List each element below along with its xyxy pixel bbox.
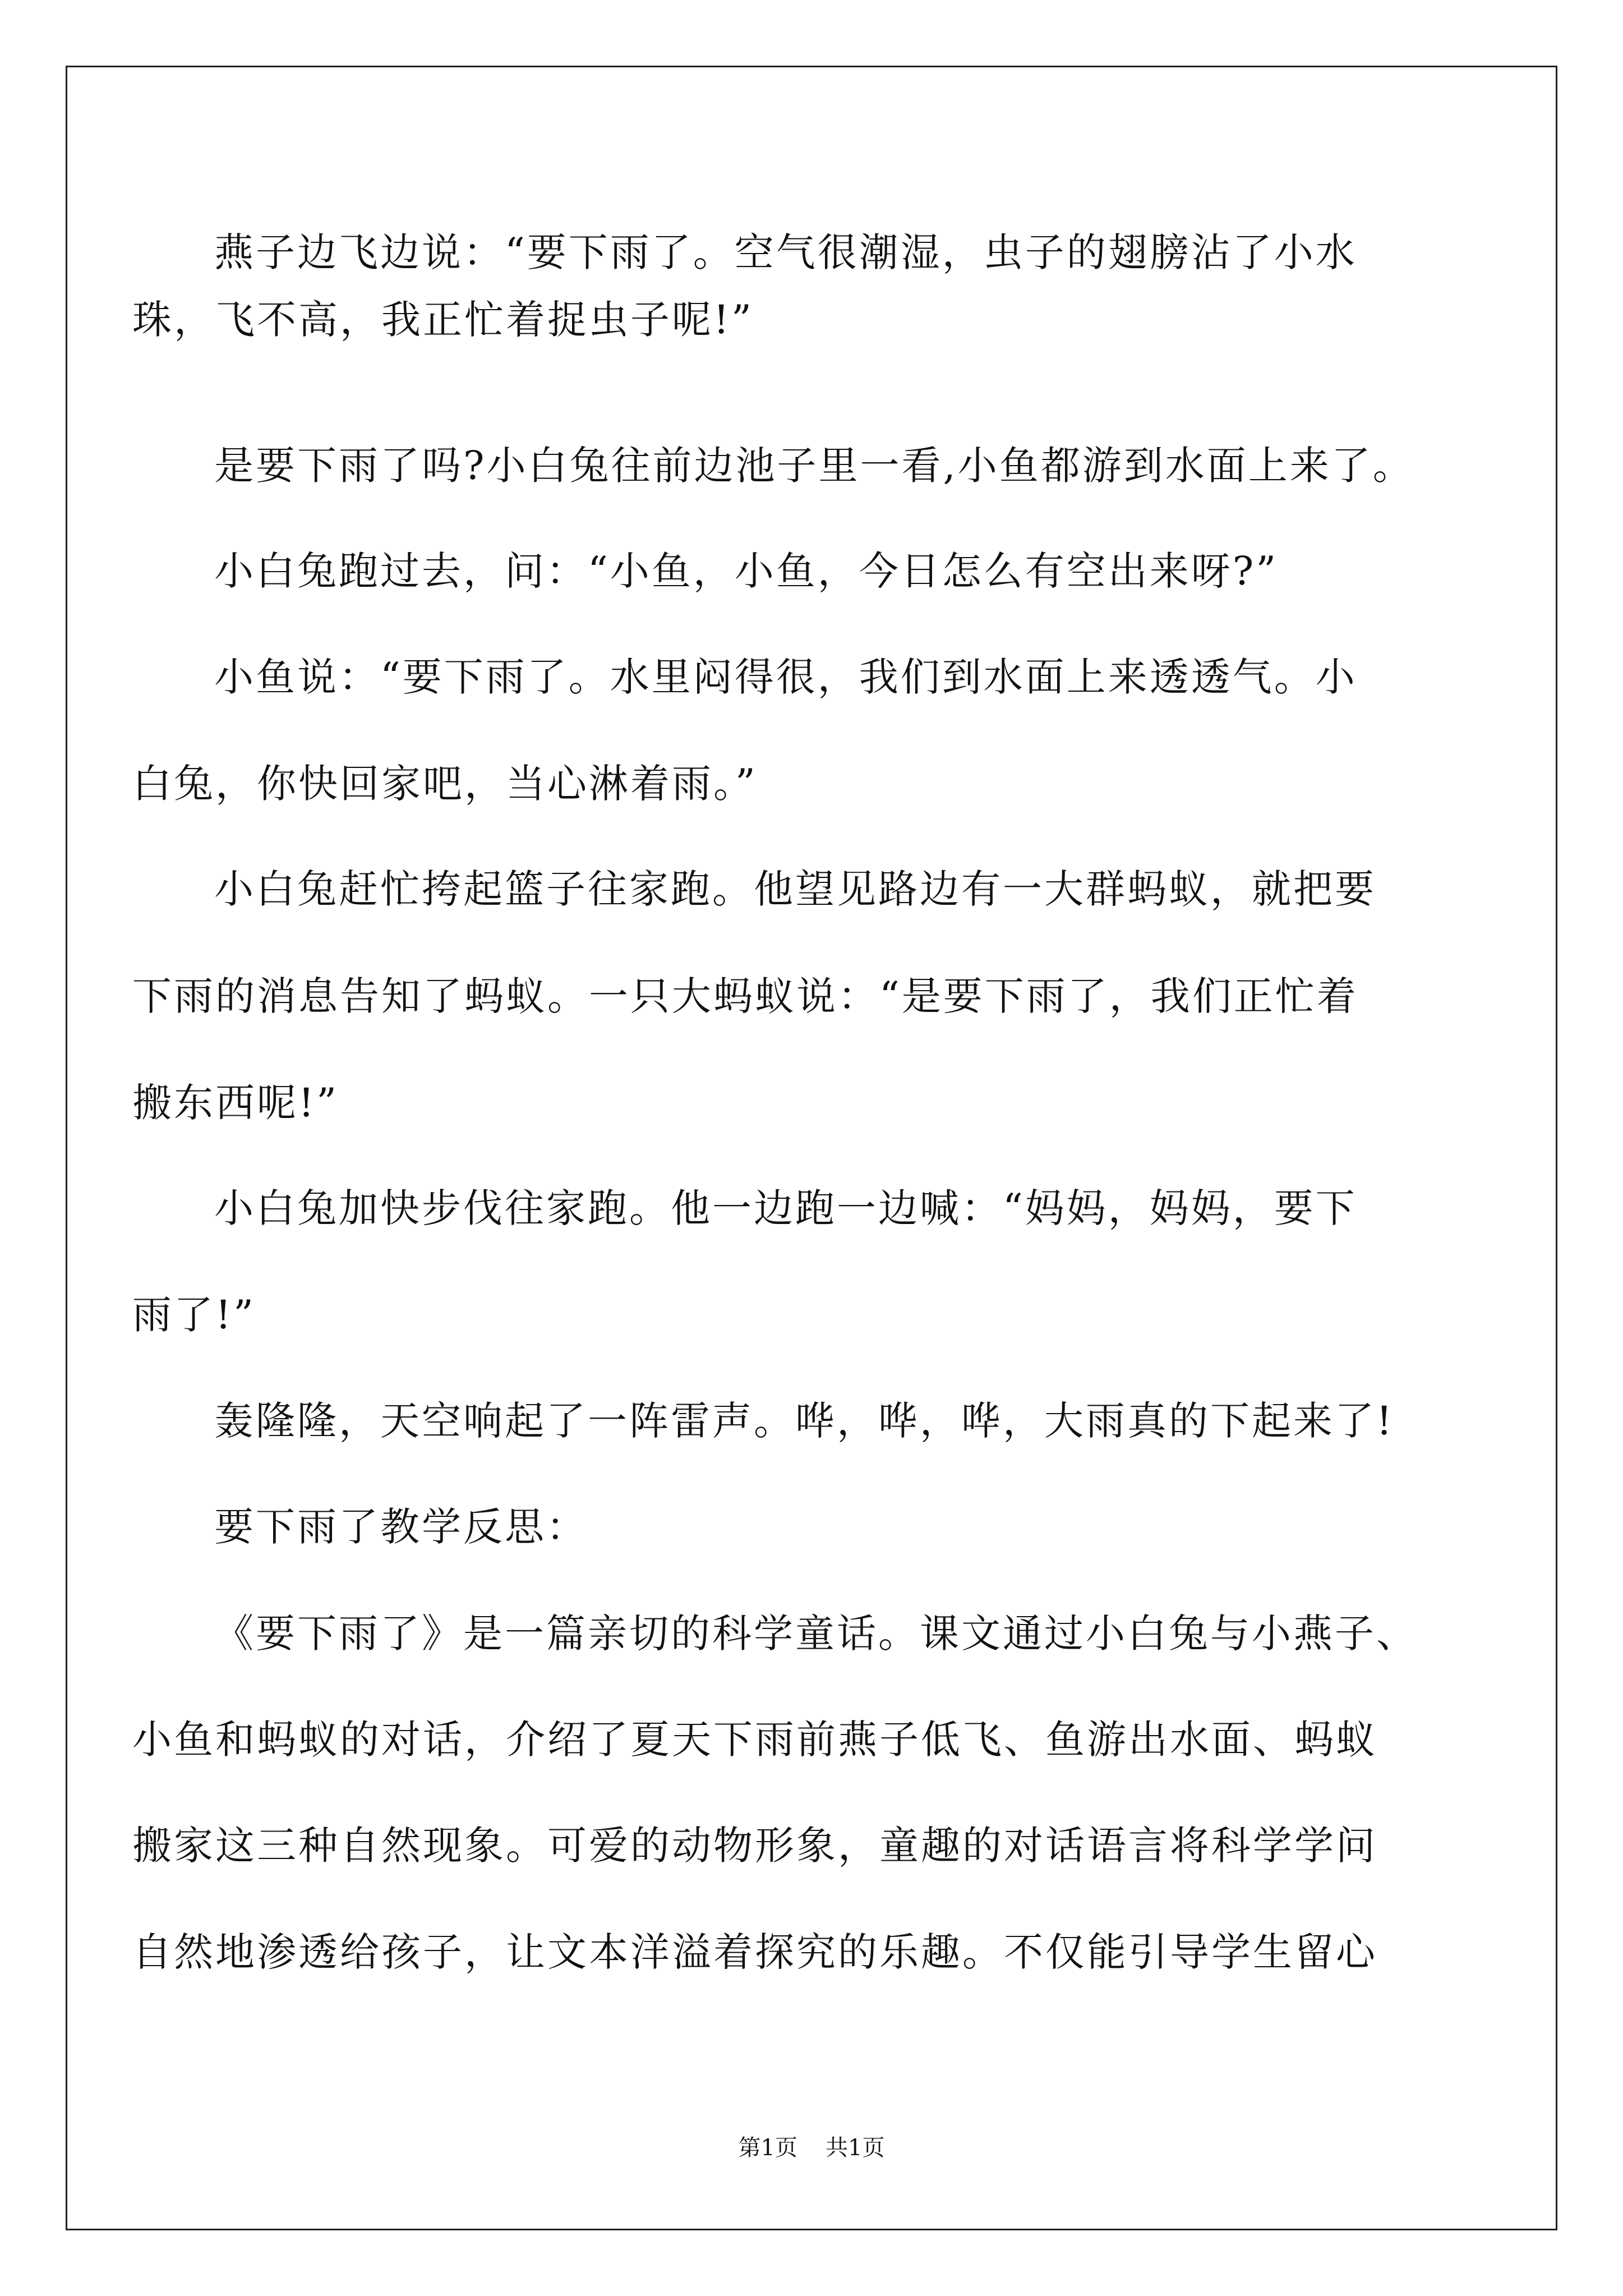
text-line: 雨了!” <box>132 1292 256 1338</box>
page-total: 共1页 <box>826 2135 885 2161</box>
text-line: 是要下雨了吗?小白兔往前边池子里一看,小鱼都游到水面上来了。 <box>214 443 1414 489</box>
text-line: 搬家这三种自然现象。可爱的动物形象，童趣的对话语言将科学学问 <box>132 1823 1377 1869</box>
text-line: 小鱼说：“要下雨了。水里闷得很，我们到水面上来透透气。小 <box>214 654 1357 700</box>
page-border <box>66 66 1557 2230</box>
text-line: 小鱼和蚂蚁的对话，介绍了夏天下雨前燕子低飞、鱼游出水面、蚂蚁 <box>132 1717 1377 1763</box>
page-footer <box>0 2137 1623 2159</box>
text-line: 《要下雨了》是一篇亲切的科学童话。课文通过小白兔与小燕子、 <box>214 1611 1418 1657</box>
text-line: 搬东西呢!” <box>132 1080 339 1126</box>
section-heading: 要下雨了教学反思： <box>214 1504 588 1550</box>
text-line: 小白兔跑过去，问：“小鱼，小鱼，今日怎么有空出来呀?” <box>214 548 1279 594</box>
text-line: 小白兔赶忙挎起篮子往家跑。他望见路边有一大群蚂蚁，就把要 <box>214 866 1376 912</box>
text-line: 轰隆隆，天空响起了一阵雷声。哗，哗，哗，大雨真的下起来了! <box>214 1398 1395 1444</box>
text-line: 燕子边飞边说：“要下雨了。空气很潮湿，虫子的翅膀沾了小水 <box>214 229 1357 275</box>
text-line: 自然地渗透给孩子，让文本洋溢着探究的乐趣。不仅能引导学生留心 <box>132 1929 1377 1975</box>
text-line: 下雨的消息告知了蚂蚁。一只大蚂蚁说：“是要下雨了，我们正忙着 <box>132 973 1358 1019</box>
text-line: 珠，飞不高，我正忙着捉虫子呢!” <box>132 297 754 343</box>
text-line: 小白兔加快步伐往家跑。他一边跑一边喊：“妈妈，妈妈，要下 <box>214 1185 1357 1231</box>
text-line: 白兔，你快回家吧，当心淋着雨。” <box>132 761 758 807</box>
page-number: 第1页 <box>738 2135 797 2161</box>
